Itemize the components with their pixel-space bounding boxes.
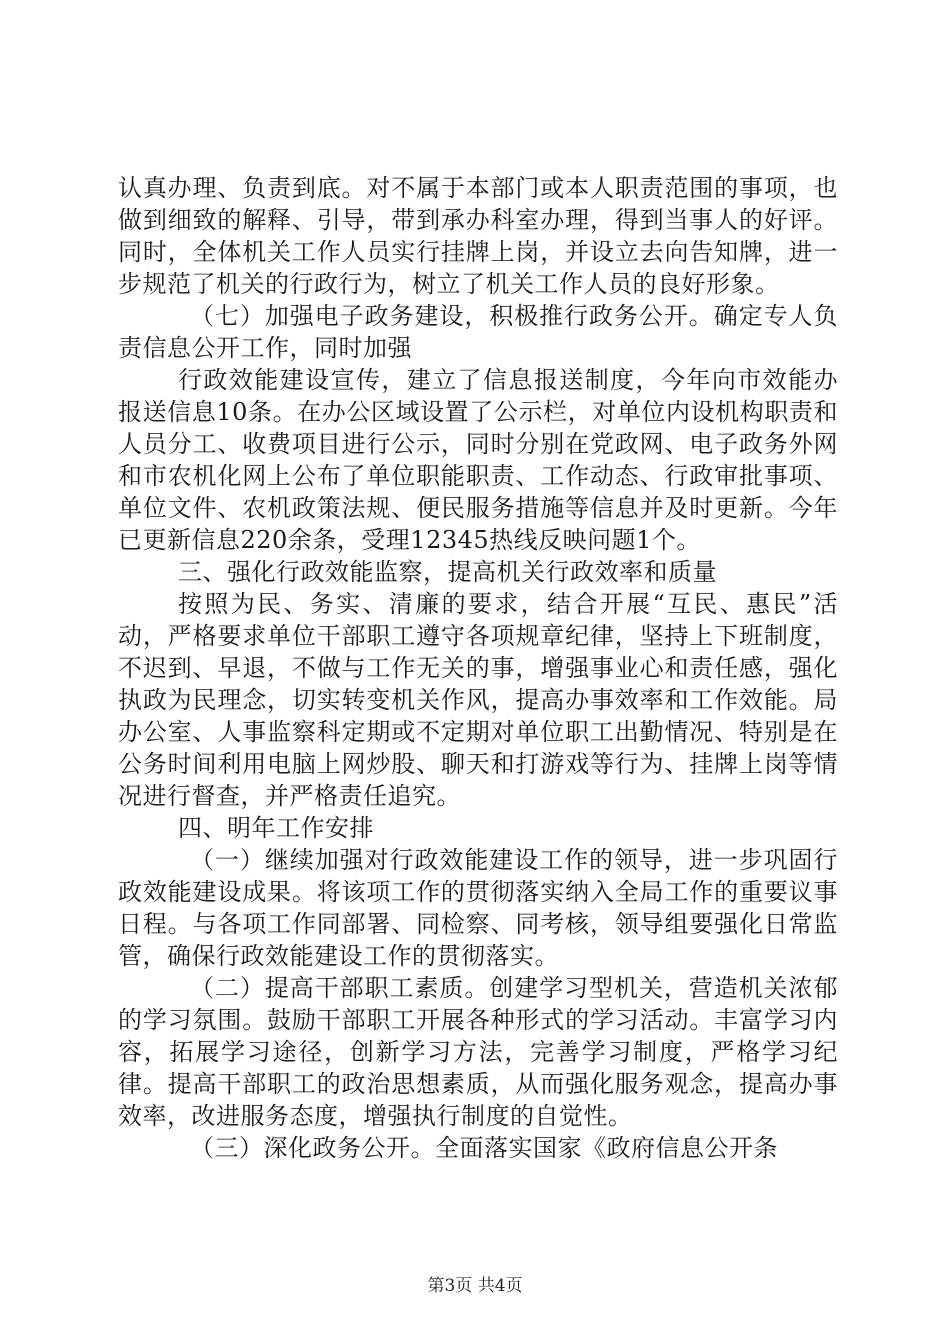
paragraph-e-government: （七）加强电子政务建设，积极推行政务公开。确定专人负责信息公开工作，同时加强 <box>118 302 838 362</box>
section-heading-next-year: 四、明年工作安排 <box>178 814 374 842</box>
paragraph-plan-2: （二）提高干部职工素质。创建学习型机关，营造机关浓郁的学习氛围。鼓励干部职工开展各种形式的学习活动。丰富学习内容，拓展学习途径，创新学习方法，完善学习制度，严格学习纪律。提高干部职工的政治思想素质，从而强化服务观念，提高办事效率，改进服务态度，增强执行制度的自觉性。 <box>118 974 838 1130</box>
paragraph-duty-handling: 认真办理、负责到底。对不属于本部门或本人职责范围的事项，也做到细致的解释、引导，带到承办科室办理，得到当事人的好评。同时，全体机关工作人员实行挂牌上岗，并设立去向告知牌，进一步规范了机关的行政行为，树立了机关工作人员的良好形象。 <box>118 174 838 298</box>
paragraph-supervision: 按照为民、务实、清廉的要求，结合开展“互民、惠民”活动，严格要求单位干部职工遵守各项规章纪律，坚持上下班制度，不迟到、早退，不做与工作无关的事，增强事业心和责任感，强化执政为民理念，切实转变机关作风，提高办事效率和工作效能。局办公室、人事监察科定期或不定期对单位职工出勤情况、特别是在公务时间利用电脑上网炒股、聊天和打游戏等行为、挂牌上岗等情况进行督查，并严格责任追究。 <box>118 590 838 810</box>
document-body <box>118 172 838 1164</box>
paragraph-plan-1: （一）继续加强对行政效能建设工作的领导，进一步巩固行政效能建设成果。将该项工作的贯彻落实纳入全局工作的重要议事日程。与各项工作同部署、同检察、同考核，领导组要强化日常监管，确保行政效能建设工作的贯彻落实。 <box>118 846 838 970</box>
paragraph-plan-3: （三）深化政务公开。全面落实国家《政府信息公开条 <box>190 1134 778 1162</box>
section-heading-supervision: 三、强化行政效能监察，提高机关行政效率和质量 <box>178 558 717 586</box>
paragraph-publicity: 行政效能建设宣传，建立了信息报送制度，今年向市效能办报送信息10条。在办公区域设置了公示栏，对单位内设机构职责和人员分工、收费项目进行公示，同时分别在党政网、电子政务外网和市农机化网上公布了单位职能职责、工作动态、行政审批事项、单位文件、农机政策法规、便民服务措施等信息并及时更新。今年已更新信息220余条，受理12345热线反映问题1个。 <box>118 366 838 554</box>
page-footer <box>0 1275 950 1297</box>
page-number-label: 第3页 共4页 <box>427 1276 523 1296</box>
